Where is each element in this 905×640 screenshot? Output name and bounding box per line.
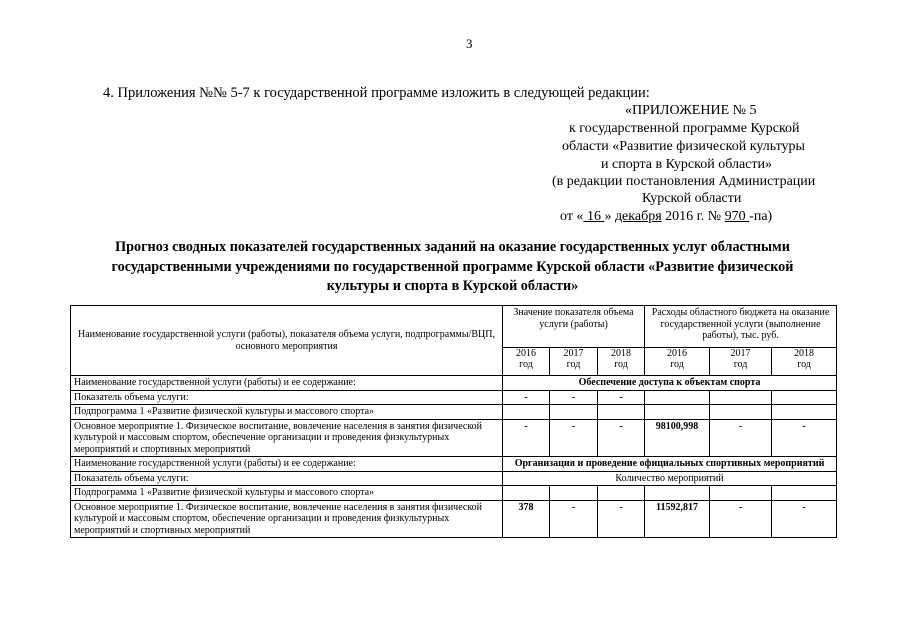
table-cell <box>645 390 710 405</box>
date-day: 16 <box>583 209 605 224</box>
table-cell: 98100,998 <box>645 419 710 457</box>
year-header: 2017 год <box>710 348 772 376</box>
appendix-line: Курской области <box>642 191 742 206</box>
table-row <box>71 486 837 501</box>
year-header: 2018 год <box>598 348 645 376</box>
table-cell <box>598 405 645 420</box>
table-cell: - <box>772 500 837 538</box>
table-row <box>71 500 837 538</box>
table-cell <box>710 390 772 405</box>
table-cell: - <box>598 419 645 457</box>
table-cell: - <box>503 390 550 405</box>
table-cell: - <box>598 500 645 538</box>
table-cell <box>772 390 837 405</box>
document-title-line: культуры и спорта в Курской области» <box>326 278 579 294</box>
header-expenses: Расходы областного бюджета на оказание государственной услуги (выполнение работы), тыс. руб. <box>645 306 837 348</box>
table-cell <box>503 405 550 420</box>
table-cell <box>550 486 598 501</box>
table-cell: - <box>550 500 598 538</box>
table-cell: 11592,817 <box>645 500 710 538</box>
table-cell <box>772 486 837 501</box>
table-cell: - <box>550 419 598 457</box>
table-cell: - <box>503 419 550 457</box>
date-prefix: от « <box>560 209 584 224</box>
table-cell <box>710 486 772 501</box>
document-title-line: Прогноз сводных показателей государственных заданий на оказание государственных услуг областными <box>115 239 790 255</box>
forecast-table <box>70 305 837 538</box>
row-label: Показатель объема услуги: <box>71 390 503 405</box>
table-row <box>71 457 837 472</box>
page-number: 3 <box>466 36 473 51</box>
decree-number: 970 <box>724 209 750 224</box>
volume-indicator: Количество мероприятий <box>503 471 837 486</box>
table-row <box>71 419 837 457</box>
table-row <box>71 405 837 420</box>
table-cell <box>598 486 645 501</box>
table-cell: - <box>710 500 772 538</box>
row-label: Подпрограмма 1 «Развитие физической культуры и массового спорта» <box>71 486 503 501</box>
year-header: 2017 год <box>550 348 598 376</box>
table-cell <box>710 405 772 420</box>
appendix-line: области «Развитие физической культуры <box>562 139 805 154</box>
table-cell <box>503 486 550 501</box>
appendix-date-line <box>560 210 772 224</box>
date-suffix: -па) <box>749 209 773 224</box>
table-cell: - <box>550 390 598 405</box>
intro-paragraph: 4. Приложения №№ 5-7 к государственной программе изложить в следующей редакции: <box>103 85 650 101</box>
year-header: 2016 год <box>645 348 710 376</box>
date-mid: » <box>604 209 615 224</box>
table-cell <box>645 486 710 501</box>
service-name: Организация и проведение официальных спортивных мероприятий <box>503 457 837 472</box>
table-row <box>71 390 837 405</box>
header-volume: Значение показателя объема услуги (работы) <box>503 306 645 348</box>
table-cell <box>772 405 837 420</box>
table-row <box>71 471 837 486</box>
row-label: Наименование государственной услуги (работы) и ее содержание: <box>71 376 503 391</box>
table-cell <box>645 405 710 420</box>
appendix-line: (в редакции постановления Администрации <box>552 174 816 189</box>
table-cell: - <box>772 419 837 457</box>
row-label: Показатель объема услуги: <box>71 471 503 486</box>
row-label: Подпрограмма 1 «Развитие физической культуры и массового спорта» <box>71 405 503 420</box>
appendix-line: к государственной программе Курской <box>569 121 800 136</box>
document-title-line: государственными учреждениями по государственной программе Курской области «Развитие физической <box>111 259 794 275</box>
table-cell: - <box>598 390 645 405</box>
date-year: 2016 г. № <box>661 209 725 224</box>
service-name: Обеспечение доступа к объектам спорта <box>503 376 837 391</box>
row-label: Наименование государственной услуги (работы) и ее содержание: <box>71 457 503 472</box>
year-header: 2018 год <box>772 348 837 376</box>
table-cell <box>550 405 598 420</box>
date-month: декабря <box>614 209 662 224</box>
appendix-line: и спорта в Курской области» <box>601 157 773 172</box>
table-cell: 378 <box>503 500 550 538</box>
appendix-heading: «ПРИЛОЖЕНИЕ № 5 <box>625 103 757 118</box>
row-label: Основное мероприятие 1. Физическое воспитание, вовлечение населения в занятия физической культурой и массовым спортом, обеспечение организации и проведения физкультурных мероприятий и спортивных мероприятий <box>71 419 503 457</box>
header-name: Наименование государственной услуги (работы), показателя объема услуги, подпрограммы/ВЦП, основного мероприятия <box>71 306 503 376</box>
table-cell: - <box>710 419 772 457</box>
table-row <box>71 376 837 391</box>
row-label: Основное мероприятие 1. Физическое воспитание, вовлечение населения в занятия физической культурой и массовым спортом, обеспечение организации и проведения физкультурных мероприятий и спортивных мероприятий <box>71 500 503 538</box>
year-header: 2016 год <box>503 348 550 376</box>
